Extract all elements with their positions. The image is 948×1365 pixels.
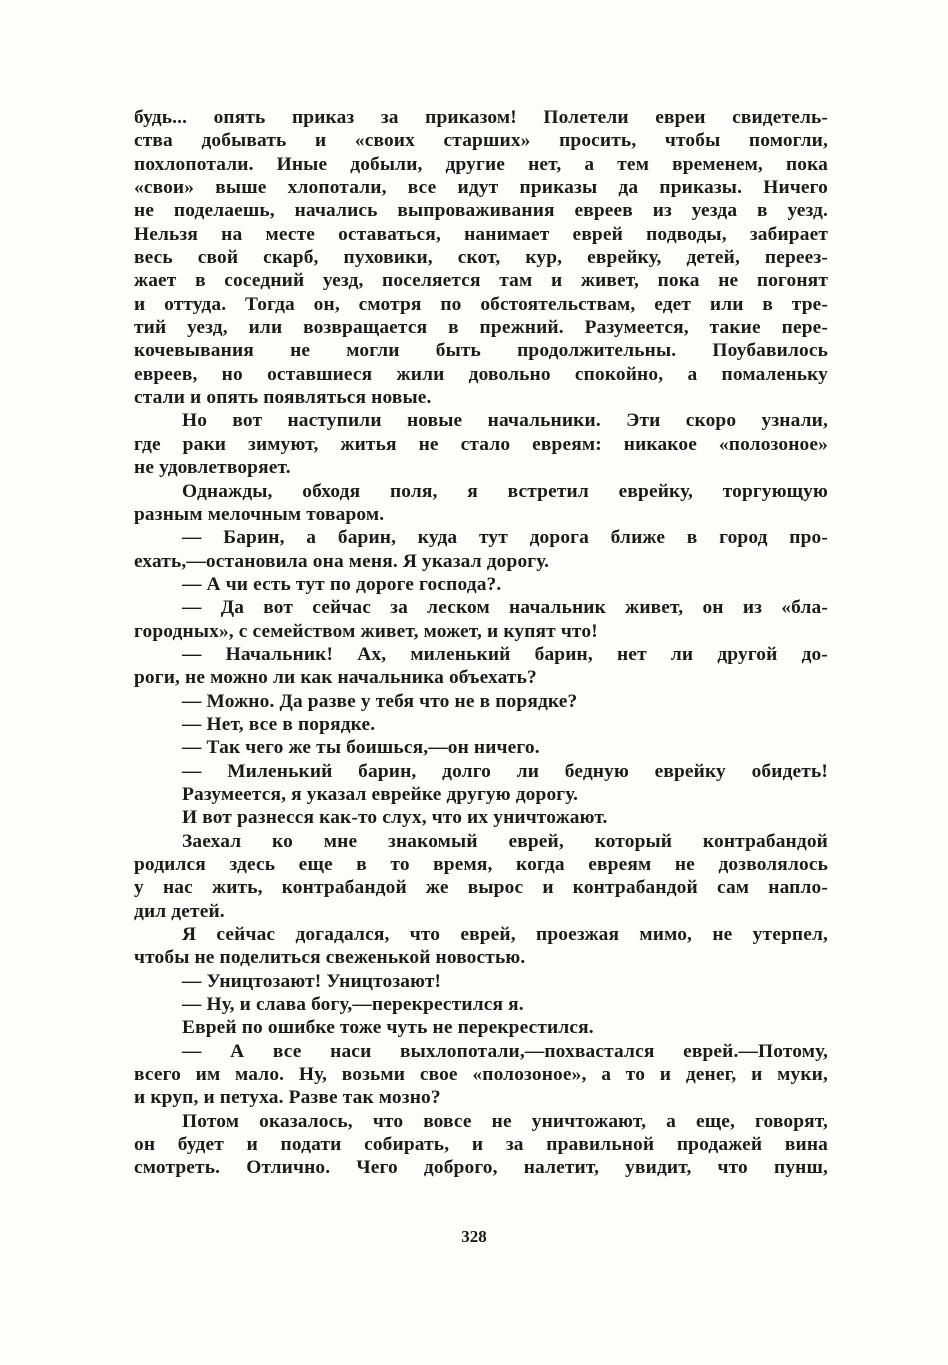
text-line: дил детей. bbox=[134, 900, 225, 922]
text-line: Еврей по ошибке тоже чуть не перекрестился. bbox=[182, 1017, 594, 1039]
text-line: «свои» выше хлопотали, все идут приказы да приказы. Ничего bbox=[134, 177, 828, 199]
text-line: кочевывания не могли быть продолжительны. Поубавилось bbox=[134, 340, 828, 362]
text-line: Потом оказалось, что вовсе не уничтожают, а еще, говорят, bbox=[182, 1110, 828, 1132]
text-line: — Нет, все в порядке. bbox=[182, 713, 376, 735]
text-line: Разумеется, я указал еврейке другую дорогу. bbox=[182, 783, 579, 805]
text-line: городных», с семейством живет, может, и купят что! bbox=[134, 620, 598, 642]
text-line: стали и опять появляться новые. bbox=[134, 387, 432, 409]
text-line: ства добывать и «своих старших» просить, чтобы помогли, bbox=[134, 130, 828, 152]
text-line: — А все наси выхлопотали,—похвастался еврей.—Потому, bbox=[182, 1040, 828, 1062]
text-line: не поделаешь, начались выпроваживания евреев из уезда в уезд. bbox=[134, 200, 828, 222]
text-line: — Барин, а барин, куда тут дорога ближе в город про- bbox=[182, 527, 828, 549]
text-line: роги, не можно ли как начальника объехать? bbox=[134, 667, 537, 689]
text-line: ехать,—остановила она меня. Я указал дорогу. bbox=[134, 550, 550, 572]
text-line: — Ну, и слава богу,—перекрестился я. bbox=[182, 994, 524, 1016]
text-line: — А чи есть тут по дороге господа?. bbox=[182, 573, 502, 595]
text-line: весь свой скарб, пуховики, скот, кур, еврейку, детей, переез- bbox=[134, 247, 828, 269]
text-line: и круп, и петуха. Разве так мозно? bbox=[134, 1087, 441, 1109]
text-line: — Так чего же ты боишься,—он ничего. bbox=[182, 737, 540, 759]
text-line: будь... опять приказ за приказом! Полетели евреи свидетель- bbox=[134, 107, 828, 128]
text-line: жает в соседний уезд, поселяется там и живет, пока не погонят bbox=[134, 270, 828, 292]
text-line: — Уництозают! Уництозают! bbox=[182, 970, 442, 992]
text-line: всего им мало. Ну, возьми свое «полозоное», а то и денег, и муки, bbox=[134, 1064, 828, 1086]
text-line: — Да вот сейчас за леском начальник живет, он из «бла- bbox=[182, 597, 828, 619]
text-line: разным мелочным товаром. bbox=[134, 503, 385, 525]
text-line: тий уезд, или возвращается в прежний. Разумеется, такие пере- bbox=[134, 317, 828, 339]
text-line: Но вот наступили новые начальники. Эти скоро узнали, bbox=[182, 410, 828, 432]
text-line: смотреть. Отлично. Чего доброго, налетит, увидит, что пунш, bbox=[134, 1157, 828, 1179]
text-line: Однажды, обходя поля, я встретил еврейку, торгующую bbox=[182, 480, 828, 502]
text-line: Я сейчас догадался, что еврей, проезжая мимо, не утерпел, bbox=[182, 924, 828, 946]
text-line: у нас жить, контрабандой же вырос и контрабандой сам напло- bbox=[134, 877, 828, 899]
text-line: евреев, но оставшиеся жили довольно спокойно, а помаленьку bbox=[134, 363, 828, 385]
text-line: — Можно. Да разве у тебя что не в порядке? bbox=[182, 690, 578, 712]
text-line: — Миленький барин, долго ли бедную еврейку обидеть! bbox=[182, 760, 828, 782]
text-line: где раки зимуют, житья не стало евреям: никакое «полозоное» bbox=[134, 433, 828, 455]
text-line: не удовлетворяет. bbox=[134, 457, 291, 479]
text-line: — Начальник! Ах, миленький барин, нет ли другой до- bbox=[182, 643, 828, 665]
body-text bbox=[134, 106, 828, 1180]
text-line: и оттуда. Тогда он, смотря по обстоятельствам, едет или в тре- bbox=[134, 293, 828, 315]
text-line: родился здесь еще в то время, когда евреям не дозволялось bbox=[134, 854, 828, 875]
text-line: Нельзя на месте оставаться, нанимает еврей подводы, забирает bbox=[134, 223, 828, 245]
text-line: чтобы не поделиться свеженькой новостью. bbox=[134, 947, 526, 969]
text-line: похлопотали. Иные добыли, другие нет, а тем временем, пока bbox=[134, 153, 828, 175]
text-line: И вот разнесся как-то слух, что их уничтожают. bbox=[182, 807, 608, 829]
text-line: он будет и подати собирать, и за правильной продажей вина bbox=[134, 1134, 828, 1156]
text-line: Заехал ко мне знакомый еврей, который контрабандой bbox=[182, 830, 828, 852]
page-number: 328 bbox=[461, 1227, 487, 1246]
